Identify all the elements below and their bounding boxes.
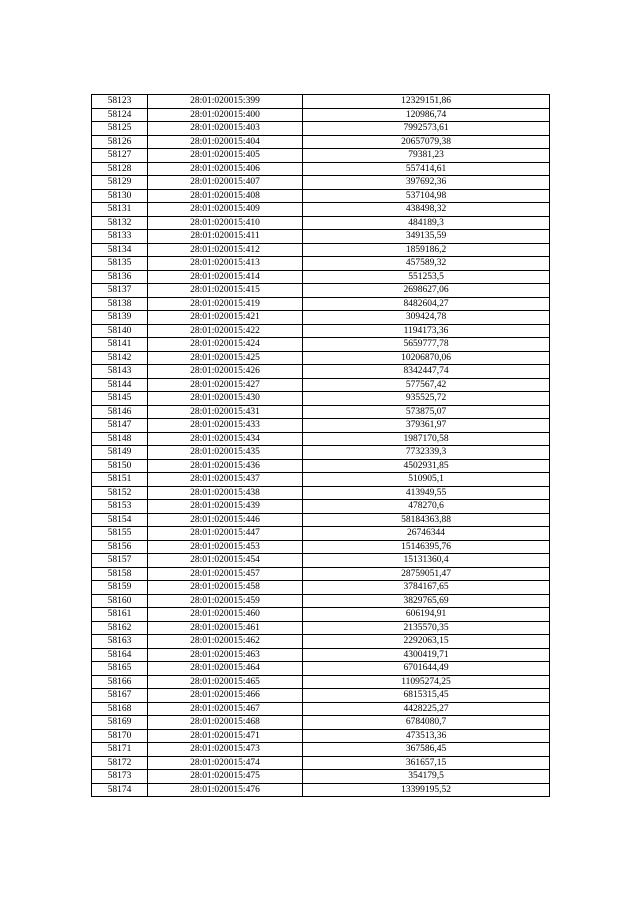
table-row [92, 486, 550, 500]
cadastral-value-cell: 397692,36 [303, 176, 550, 190]
row-number-cell: 58133 [92, 230, 148, 244]
cadastral-number-cell: 28:01:020015:411 [148, 230, 303, 244]
cadastral-number-cell: 28:01:020015:422 [148, 324, 303, 338]
cadastral-value-cell: 12329151,86 [303, 95, 550, 109]
cadastral-value-cell: 120986,74 [303, 108, 550, 122]
table-row [92, 162, 550, 176]
cadastral-number-cell: 28:01:020015:462 [148, 635, 303, 649]
cadastral-value-cell: 15146395,76 [303, 540, 550, 554]
cadastral-number-cell: 28:01:020015:461 [148, 621, 303, 635]
cadastral-number-cell: 28:01:020015:468 [148, 716, 303, 730]
row-number-cell: 58139 [92, 311, 148, 325]
cadastral-number-cell: 28:01:020015:464 [148, 662, 303, 676]
cadastral-value-cell: 577567,42 [303, 378, 550, 392]
table-row [92, 648, 550, 662]
cadastral-value-cell: 510905,1 [303, 473, 550, 487]
table-row [92, 554, 550, 568]
cadastral-number-cell: 28:01:020015:427 [148, 378, 303, 392]
row-number-cell: 58126 [92, 135, 148, 149]
cadastral-number-cell: 28:01:020015:454 [148, 554, 303, 568]
cadastral-value-cell: 484189,3 [303, 216, 550, 230]
row-number-cell: 58143 [92, 365, 148, 379]
row-number-cell: 58167 [92, 689, 148, 703]
cadastral-value-cell: 361657,15 [303, 756, 550, 770]
table-row [92, 243, 550, 257]
table-row [92, 365, 550, 379]
cadastral-number-cell: 28:01:020015:414 [148, 270, 303, 284]
row-number-cell: 58174 [92, 783, 148, 797]
table-row [92, 756, 550, 770]
cadastral-value-cell: 13399195,52 [303, 783, 550, 797]
row-number-cell: 58150 [92, 459, 148, 473]
cadastral-number-cell: 28:01:020015:433 [148, 419, 303, 433]
table-row [92, 689, 550, 703]
row-number-cell: 58141 [92, 338, 148, 352]
table-row [92, 743, 550, 757]
row-number-cell: 58172 [92, 756, 148, 770]
cadastral-value-cell: 6701644,49 [303, 662, 550, 676]
table-row [92, 216, 550, 230]
cadastral-value-cell: 11095274,25 [303, 675, 550, 689]
row-number-cell: 58164 [92, 648, 148, 662]
row-number-cell: 58144 [92, 378, 148, 392]
row-number-cell: 58165 [92, 662, 148, 676]
row-number-cell: 58169 [92, 716, 148, 730]
cadastral-value-table [91, 94, 550, 797]
row-number-cell: 58170 [92, 729, 148, 743]
table-row [92, 135, 550, 149]
cadastral-value-cell: 8482604,27 [303, 297, 550, 311]
cadastral-value-cell: 6815315,45 [303, 689, 550, 703]
row-number-cell: 58130 [92, 189, 148, 203]
cadastral-number-cell: 28:01:020015:406 [148, 162, 303, 176]
row-number-cell: 58142 [92, 351, 148, 365]
row-number-cell: 58123 [92, 95, 148, 109]
cadastral-value-cell: 26746344 [303, 527, 550, 541]
table-row [92, 149, 550, 163]
cadastral-number-cell: 28:01:020015:407 [148, 176, 303, 190]
row-number-cell: 58131 [92, 203, 148, 217]
cadastral-value-cell: 473513,36 [303, 729, 550, 743]
table-row [92, 95, 550, 109]
table-body [92, 95, 550, 797]
cadastral-value-cell: 28759051,47 [303, 567, 550, 581]
table-row [92, 338, 550, 352]
table-row [92, 621, 550, 635]
cadastral-value-cell: 4502931,85 [303, 459, 550, 473]
cadastral-value-cell: 438498,32 [303, 203, 550, 217]
table-row [92, 513, 550, 527]
table-row [92, 473, 550, 487]
cadastral-value-cell: 8342447,74 [303, 365, 550, 379]
cadastral-number-cell: 28:01:020015:459 [148, 594, 303, 608]
cadastral-value-cell: 2698627,06 [303, 284, 550, 298]
cadastral-value-cell: 79381,23 [303, 149, 550, 163]
cadastral-number-cell: 28:01:020015:465 [148, 675, 303, 689]
row-number-cell: 58157 [92, 554, 148, 568]
row-number-cell: 58135 [92, 257, 148, 271]
cadastral-value-cell: 2292063,15 [303, 635, 550, 649]
row-number-cell: 58127 [92, 149, 148, 163]
cadastral-number-cell: 28:01:020015:446 [148, 513, 303, 527]
table-row [92, 257, 550, 271]
cadastral-number-cell: 28:01:020015:475 [148, 770, 303, 784]
cadastral-value-cell: 1859186,2 [303, 243, 550, 257]
cadastral-number-cell: 28:01:020015:434 [148, 432, 303, 446]
table-row [92, 446, 550, 460]
cadastral-value-cell: 3829765,69 [303, 594, 550, 608]
cadastral-number-cell: 28:01:020015:419 [148, 297, 303, 311]
table-row [92, 729, 550, 743]
table-row [92, 122, 550, 136]
row-number-cell: 58148 [92, 432, 148, 446]
cadastral-number-cell: 28:01:020015:435 [148, 446, 303, 460]
row-number-cell: 58137 [92, 284, 148, 298]
cadastral-number-cell: 28:01:020015:447 [148, 527, 303, 541]
row-number-cell: 58158 [92, 567, 148, 581]
row-number-cell: 58129 [92, 176, 148, 190]
row-number-cell: 58155 [92, 527, 148, 541]
row-number-cell: 58128 [92, 162, 148, 176]
cadastral-number-cell: 28:01:020015:458 [148, 581, 303, 595]
table-row [92, 284, 550, 298]
row-number-cell: 58125 [92, 122, 148, 136]
table-row [92, 702, 550, 716]
table-row [92, 351, 550, 365]
cadastral-value-cell: 478270,6 [303, 500, 550, 514]
row-number-cell: 58124 [92, 108, 148, 122]
table-row [92, 297, 550, 311]
table-row [92, 203, 550, 217]
cadastral-number-cell: 28:01:020015:460 [148, 608, 303, 622]
cadastral-value-cell: 354179,5 [303, 770, 550, 784]
cadastral-number-cell: 28:01:020015:421 [148, 311, 303, 325]
cadastral-number-cell: 28:01:020015:404 [148, 135, 303, 149]
cadastral-number-cell: 28:01:020015:439 [148, 500, 303, 514]
row-number-cell: 58136 [92, 270, 148, 284]
table-row [92, 635, 550, 649]
table-row [92, 594, 550, 608]
cadastral-number-cell: 28:01:020015:438 [148, 486, 303, 500]
cadastral-value-cell: 457589,32 [303, 257, 550, 271]
cadastral-number-cell: 28:01:020015:410 [148, 216, 303, 230]
cadastral-number-cell: 28:01:020015:473 [148, 743, 303, 757]
row-number-cell: 58151 [92, 473, 148, 487]
cadastral-number-cell: 28:01:020015:476 [148, 783, 303, 797]
table-row [92, 662, 550, 676]
cadastral-number-cell: 28:01:020015:436 [148, 459, 303, 473]
table-row [92, 189, 550, 203]
cadastral-number-cell: 28:01:020015:400 [148, 108, 303, 122]
table-row [92, 527, 550, 541]
cadastral-number-cell: 28:01:020015:424 [148, 338, 303, 352]
table-row [92, 270, 550, 284]
cadastral-value-cell: 1194173,36 [303, 324, 550, 338]
cadastral-value-cell: 537104,98 [303, 189, 550, 203]
cadastral-number-cell: 28:01:020015:430 [148, 392, 303, 406]
cadastral-number-cell: 28:01:020015:399 [148, 95, 303, 109]
cadastral-number-cell: 28:01:020015:403 [148, 122, 303, 136]
cadastral-value-cell: 4300419,71 [303, 648, 550, 662]
row-number-cell: 58138 [92, 297, 148, 311]
table-row [92, 581, 550, 595]
cadastral-number-cell: 28:01:020015:405 [148, 149, 303, 163]
row-number-cell: 58160 [92, 594, 148, 608]
row-number-cell: 58171 [92, 743, 148, 757]
table-row [92, 716, 550, 730]
cadastral-value-cell: 7732339,3 [303, 446, 550, 460]
table-row [92, 567, 550, 581]
table-row [92, 108, 550, 122]
table-row [92, 459, 550, 473]
cadastral-value-cell: 3784167,65 [303, 581, 550, 595]
cadastral-value-cell: 7992573,61 [303, 122, 550, 136]
cadastral-value-cell: 935525,72 [303, 392, 550, 406]
row-number-cell: 58145 [92, 392, 148, 406]
table-row [92, 675, 550, 689]
table-row [92, 540, 550, 554]
row-number-cell: 58161 [92, 608, 148, 622]
row-number-cell: 58173 [92, 770, 148, 784]
row-number-cell: 58166 [92, 675, 148, 689]
cadastral-number-cell: 28:01:020015:471 [148, 729, 303, 743]
table-row [92, 311, 550, 325]
cadastral-value-cell: 2135570,35 [303, 621, 550, 635]
row-number-cell: 58168 [92, 702, 148, 716]
cadastral-number-cell: 28:01:020015:453 [148, 540, 303, 554]
table-row [92, 176, 550, 190]
table-row [92, 500, 550, 514]
cadastral-value-cell: 1987170,58 [303, 432, 550, 446]
cadastral-value-cell: 557414,61 [303, 162, 550, 176]
cadastral-number-cell: 28:01:020015:426 [148, 365, 303, 379]
table-row [92, 324, 550, 338]
cadastral-value-cell: 20657079,38 [303, 135, 550, 149]
table-row [92, 770, 550, 784]
cadastral-number-cell: 28:01:020015:467 [148, 702, 303, 716]
row-number-cell: 58163 [92, 635, 148, 649]
cadastral-value-cell: 573875,07 [303, 405, 550, 419]
cadastral-value-cell: 551253,5 [303, 270, 550, 284]
table-row [92, 432, 550, 446]
cadastral-number-cell: 28:01:020015:463 [148, 648, 303, 662]
table-row [92, 230, 550, 244]
row-number-cell: 58159 [92, 581, 148, 595]
cadastral-value-cell: 10206870,06 [303, 351, 550, 365]
row-number-cell: 58140 [92, 324, 148, 338]
cadastral-number-cell: 28:01:020015:412 [148, 243, 303, 257]
cadastral-value-cell: 58184363,88 [303, 513, 550, 527]
cadastral-value-cell: 379361,97 [303, 419, 550, 433]
cadastral-number-cell: 28:01:020015:408 [148, 189, 303, 203]
cadastral-number-cell: 28:01:020015:413 [148, 257, 303, 271]
row-number-cell: 58154 [92, 513, 148, 527]
table-row [92, 608, 550, 622]
cadastral-value-cell: 349135,59 [303, 230, 550, 244]
cadastral-value-cell: 5659777,78 [303, 338, 550, 352]
cadastral-value-cell: 4428225,27 [303, 702, 550, 716]
cadastral-value-cell: 309424,78 [303, 311, 550, 325]
row-number-cell: 58149 [92, 446, 148, 460]
table-row [92, 392, 550, 406]
cadastral-value-cell: 15131360,4 [303, 554, 550, 568]
row-number-cell: 58134 [92, 243, 148, 257]
cadastral-number-cell: 28:01:020015:431 [148, 405, 303, 419]
cadastral-number-cell: 28:01:020015:474 [148, 756, 303, 770]
cadastral-number-cell: 28:01:020015:415 [148, 284, 303, 298]
table-row [92, 419, 550, 433]
cadastral-number-cell: 28:01:020015:437 [148, 473, 303, 487]
row-number-cell: 58153 [92, 500, 148, 514]
table-row [92, 783, 550, 797]
row-number-cell: 58156 [92, 540, 148, 554]
row-number-cell: 58162 [92, 621, 148, 635]
row-number-cell: 58152 [92, 486, 148, 500]
cadastral-number-cell: 28:01:020015:409 [148, 203, 303, 217]
cadastral-number-cell: 28:01:020015:457 [148, 567, 303, 581]
cadastral-value-cell: 6784080,7 [303, 716, 550, 730]
row-number-cell: 58146 [92, 405, 148, 419]
cadastral-value-cell: 606194,91 [303, 608, 550, 622]
cadastral-value-cell: 413949,55 [303, 486, 550, 500]
row-number-cell: 58132 [92, 216, 148, 230]
cadastral-number-cell: 28:01:020015:466 [148, 689, 303, 703]
cadastral-number-cell: 28:01:020015:425 [148, 351, 303, 365]
table-row [92, 378, 550, 392]
table-row [92, 405, 550, 419]
cadastral-value-cell: 367586,45 [303, 743, 550, 757]
row-number-cell: 58147 [92, 419, 148, 433]
